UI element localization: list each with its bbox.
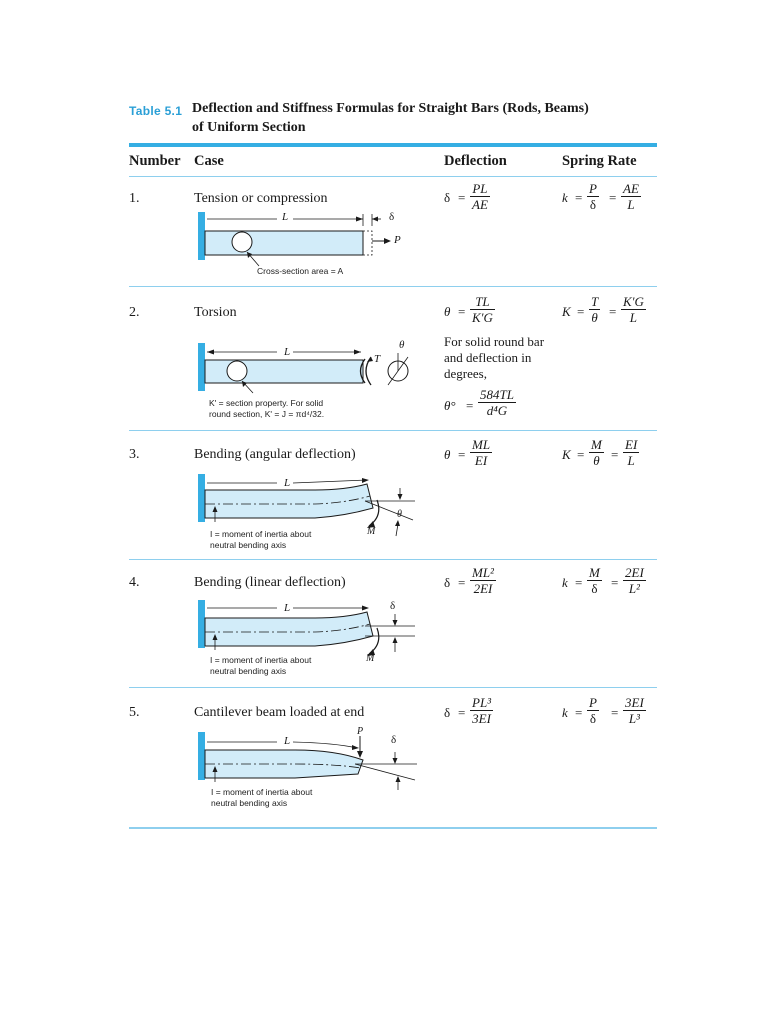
- delta-label: δ: [389, 211, 395, 223]
- length-label: L: [284, 346, 291, 358]
- table-title-line1: Deflection and Stiffness Formulas for Straight Bars (Rods, Beams): [192, 101, 589, 116]
- row-case: Cantilever beam loaded at end: [194, 705, 365, 720]
- length-label: L: [284, 735, 291, 747]
- spring-lhs: k: [562, 575, 568, 590]
- header-number: Number: [129, 153, 181, 169]
- diagram-note: I = moment of inertia about neutral bending axis: [210, 655, 312, 676]
- table-bottom-rule: [129, 827, 657, 829]
- header-top-rule: [129, 143, 657, 147]
- spring-fraction-mid: $\frac{M}{\delta}$: [589, 565, 600, 596]
- spring-fraction: $\frac{AE}{L}$: [623, 181, 639, 212]
- deflection-fraction: $\frac{\text{PL³}}{3EI}$: [472, 695, 492, 726]
- length-label: L: [284, 477, 291, 489]
- deflection-lhs: θ: [444, 447, 451, 462]
- header-case: Case: [194, 153, 224, 169]
- spring-lhs: k: [562, 705, 568, 720]
- row-divider: [129, 430, 657, 431]
- spring-fraction: $\frac{K'G}{L}$: [623, 294, 644, 325]
- spring-fraction: $\frac{EI}{L}$: [625, 437, 638, 468]
- angle-label: θ: [397, 509, 402, 520]
- deflection-fraction-degrees: $\frac{584TL}{\text{d⁴G}}$: [480, 387, 514, 418]
- delta-label: δ: [391, 734, 397, 746]
- cantilever-diagram: [195, 726, 420, 794]
- force-label: P: [394, 234, 401, 246]
- table-title: [192, 99, 589, 137]
- spring-fraction-mid: $\frac{M}{\theta}$: [591, 437, 602, 468]
- header-bottom-rule: [129, 176, 657, 177]
- table-label: Table 5.1: [129, 104, 183, 118]
- spring-lhs: K: [562, 304, 571, 319]
- diagram-note: I = moment of inertia about neutral bending axis: [211, 787, 313, 808]
- row-case: Torsion: [194, 305, 237, 320]
- moment-label: M: [366, 653, 375, 664]
- spring-fraction-mid: $\frac{T}{\theta}$: [591, 294, 599, 325]
- spring-fraction: $\frac{2EI}{\text{L²}}$: [625, 565, 644, 596]
- deflection-lhs: δ: [444, 575, 451, 590]
- deflection-lhs: θ: [444, 304, 451, 319]
- spring-fraction-mid: $\frac{P}{\delta}$: [589, 181, 597, 212]
- length-label: L: [282, 211, 289, 223]
- force-label: P: [357, 726, 364, 737]
- moment-label: M: [367, 526, 376, 537]
- row-case: Bending (linear deflection): [194, 575, 346, 590]
- row-case: Bending (angular deflection): [194, 447, 356, 462]
- deflection-lhs: δ: [444, 705, 451, 720]
- delta-label: δ: [390, 600, 396, 612]
- spring-fraction-mid: $\frac{P}{\delta}$: [589, 695, 597, 726]
- diagram-note: Cross-section area = A: [257, 266, 344, 276]
- row-number: 4.: [129, 575, 140, 590]
- table-title-line2: of Uniform Section: [192, 120, 306, 135]
- deflection-note: For solid round bar and deflection in degrees,: [444, 334, 545, 381]
- deflection-lhs: δ: [444, 190, 451, 205]
- diagram-note: I = moment of inertia about neutral bending axis: [210, 529, 312, 550]
- row-number: 5.: [129, 705, 140, 720]
- header-spring-rate: Spring Rate: [562, 153, 637, 169]
- length-label: L: [284, 602, 291, 614]
- diagram-note: K' = section property. For solid round section, K' = J = πd⁴/32.: [209, 398, 325, 419]
- deflection-lhs-degrees: θ°: [444, 398, 456, 413]
- deflection-fraction: $\frac{PL}{AE}$: [472, 181, 488, 212]
- spring-lhs: K: [562, 447, 571, 462]
- row-number: 1.: [129, 191, 140, 206]
- torque-label: T: [374, 353, 381, 365]
- deflection-fraction: $\frac{\text{ML²}}{2EI}$: [472, 565, 494, 596]
- row-divider: [129, 687, 657, 688]
- row-number: 2.: [129, 305, 140, 320]
- deflection-fraction: $\frac{TL}{K'G}$: [472, 294, 493, 325]
- row-number: 3.: [129, 447, 140, 462]
- row-divider: [129, 559, 657, 560]
- angle-label: θ: [399, 339, 405, 351]
- spring-fraction: $\frac{3EI}{\text{L³}}$: [625, 695, 644, 726]
- deflection-fraction: $\frac{ML}{EI}$: [472, 437, 491, 468]
- spring-lhs: k: [562, 190, 568, 205]
- torsion-diagram: [195, 335, 415, 397]
- row-case: Tension or compression: [194, 191, 328, 206]
- header-deflection: Deflection: [444, 153, 507, 169]
- row-divider: [129, 286, 657, 287]
